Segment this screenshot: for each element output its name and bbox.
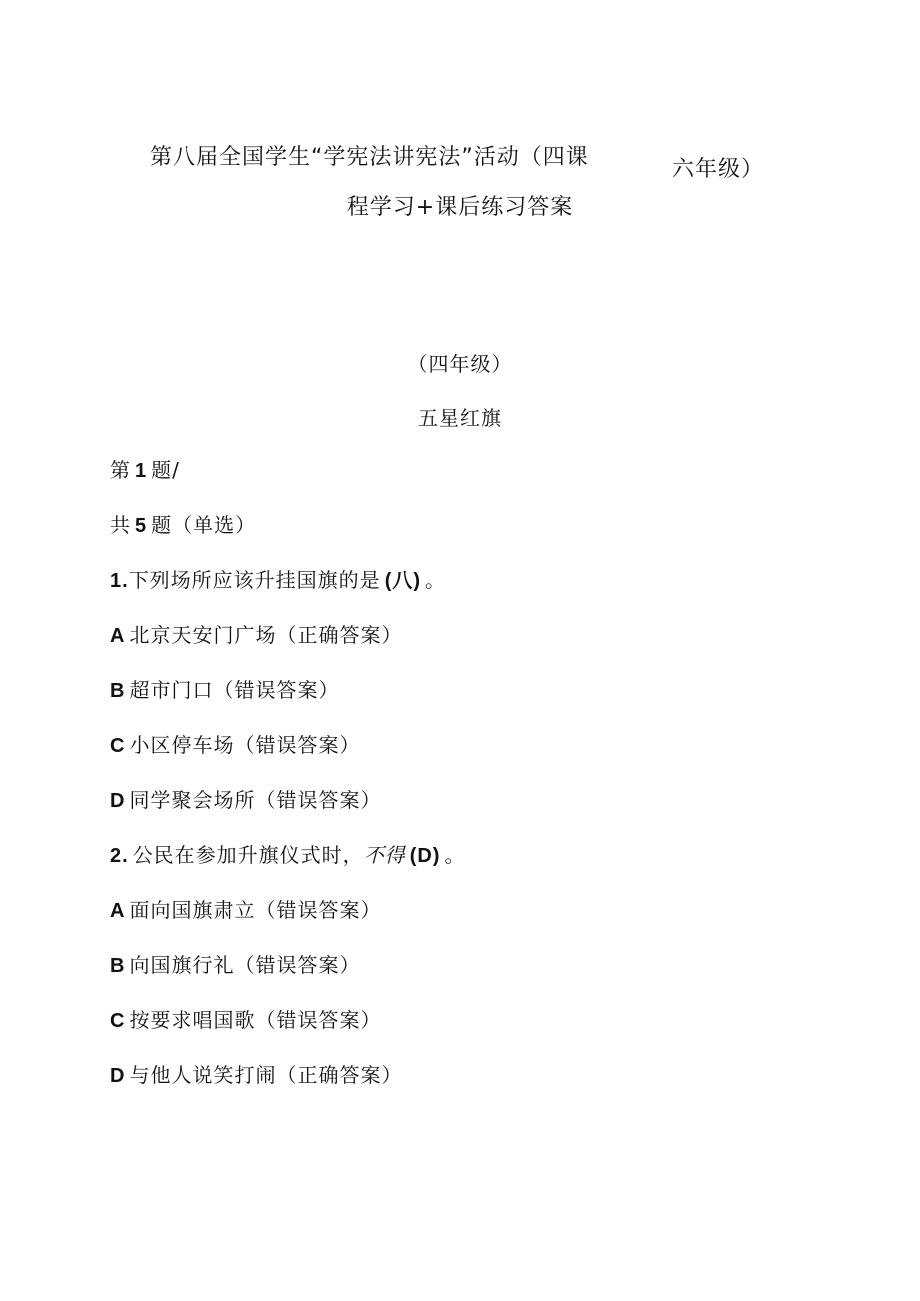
question-1-end: 。 — [425, 568, 447, 592]
question-total-number: 5 — [135, 515, 148, 537]
option-text: 面向国旗肃立（错误答案） — [129, 898, 382, 922]
question-2-number: 2. — [110, 845, 129, 867]
question-2-text: 公民在参加升旗仪式时， — [132, 843, 364, 867]
option-letter: C — [110, 735, 126, 757]
option-text: 北京天安门广场（正确答案） — [129, 623, 403, 647]
question-1-number: 1. — [110, 570, 129, 592]
question-2-text-italic: 不得 — [363, 843, 406, 867]
question-2-end: 。 — [444, 843, 466, 867]
question-1-option-d — [110, 784, 381, 813]
option-text: 向国旗行礼（错误答案） — [129, 953, 361, 977]
question-2-option-d — [110, 1059, 402, 1088]
option-letter: C — [110, 1010, 126, 1032]
option-text: 小区停车场（错误答案） — [129, 733, 361, 757]
question-2-stem — [110, 839, 465, 868]
option-text: 同学聚会场所（错误答案） — [129, 788, 382, 812]
question-1-option-b — [110, 674, 339, 703]
option-letter: A — [110, 900, 126, 922]
question-total-prefix: 共 — [110, 513, 131, 537]
question-index — [110, 454, 180, 483]
question-2-option-a — [110, 894, 381, 923]
question-1-option-a — [110, 619, 402, 648]
grade-heading: （四年级） — [407, 352, 513, 376]
option-text: 与他人说笑打闹（正确答案） — [129, 1063, 403, 1087]
option-letter: B — [110, 955, 126, 977]
question-1-stem — [110, 564, 446, 593]
question-1-option-c — [110, 729, 360, 758]
question-index-suffix: 题/ — [151, 458, 180, 482]
question-2-option-c — [110, 1004, 381, 1033]
option-letter: A — [110, 625, 126, 647]
document-title-line2: 程学习+课后练习答案 — [346, 195, 574, 220]
question-total-suffix: 题（单选） — [151, 513, 257, 537]
option-letter: B — [110, 680, 126, 702]
question-1-text: 下列场所应该升挂国旗的是 — [128, 568, 381, 592]
question-1-answer-mark: (八) — [384, 570, 422, 592]
question-total — [110, 509, 256, 538]
question-2-answer-mark: (D) — [409, 845, 441, 867]
question-index-number: 1 — [135, 460, 148, 482]
question-index-prefix: 第 — [110, 458, 131, 482]
question-2-option-b — [110, 949, 360, 978]
option-letter: D — [110, 1065, 126, 1087]
option-letter: D — [110, 790, 126, 812]
option-text: 超市门口（错误答案） — [129, 678, 340, 702]
document-title-grade-range: 六年级） — [672, 157, 765, 182]
option-text: 按要求唱国歌（错误答案） — [129, 1008, 382, 1032]
lesson-heading: 五星红旗 — [418, 406, 502, 430]
document-title-line1: 第八届全国学生“学宪法讲宪法”活动（四课 — [150, 145, 589, 170]
